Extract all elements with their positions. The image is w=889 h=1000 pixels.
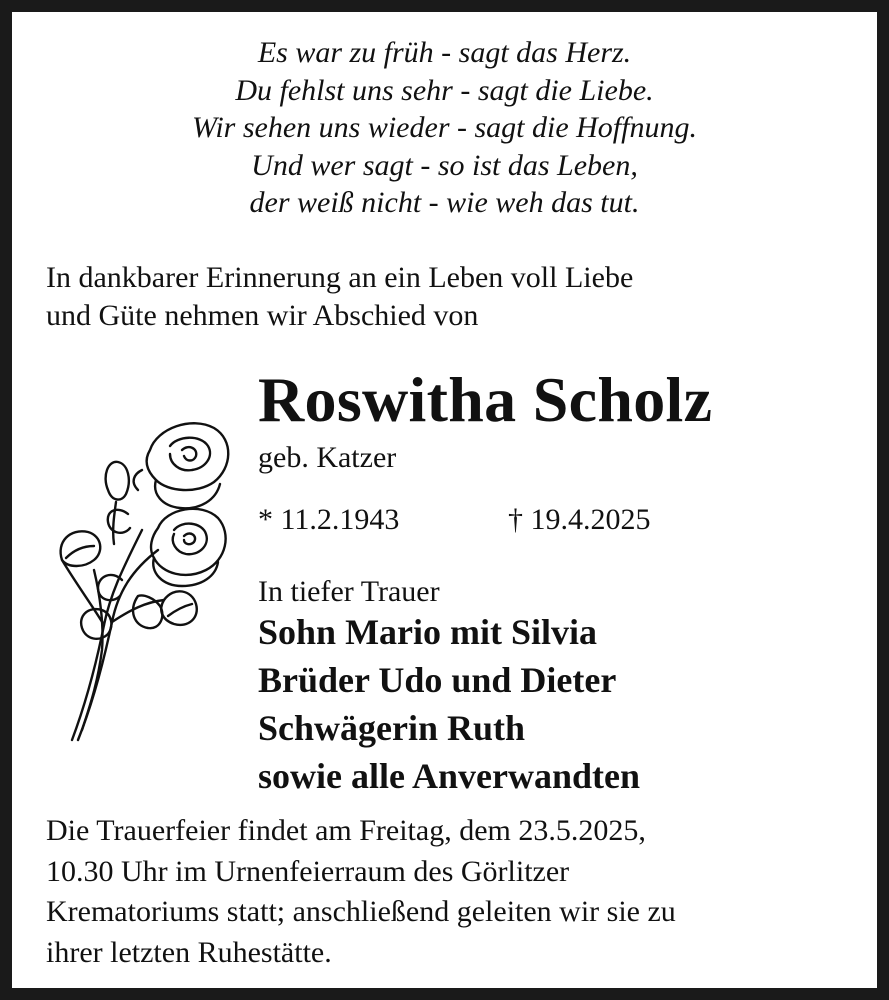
poem: [12, 34, 877, 222]
service-line: 10.30 Uhr im Urnenfeierraum des Görlitzer: [46, 854, 570, 888]
death-date: † 19.4.2025: [508, 503, 651, 536]
poem-line: Wir sehen uns wieder - sagt die Hoffnung.: [192, 111, 697, 144]
poem-line: Und wer sagt - so ist das Leben,: [251, 148, 638, 182]
obituary-notice: [12, 12, 877, 988]
mourning-intro: In tiefer Trauer: [258, 575, 440, 608]
intro-line: In dankbarer Erinnerung an ein Leben voll Liebe: [46, 261, 634, 294]
mourners-list: [258, 608, 640, 800]
birth-date: * 11.2.1943: [258, 503, 400, 536]
rose-illustration-icon: [42, 410, 232, 750]
mourner-line: Schwägerin Ruth: [258, 708, 526, 748]
poem-line: der weiß nicht - wie weh das tut.: [249, 186, 640, 219]
service-line: ihrer letzten Ruhestätte.: [46, 935, 332, 969]
mourner-line: Sohn Mario mit Silvia: [258, 612, 598, 652]
deceased-name: Roswitha Scholz: [258, 364, 713, 435]
intro-text: [46, 259, 633, 335]
maiden-name: geb. Katzer: [258, 441, 397, 474]
mourner-line: sowie alle Anverwandten: [258, 756, 640, 796]
poem-line: Du fehlst uns sehr - sagt die Liebe.: [235, 73, 654, 107]
intro-line: und Güte nehmen wir Abschied von: [46, 299, 479, 332]
service-details: [46, 811, 676, 973]
poem-line: Es war zu früh - sagt das Herz.: [257, 36, 632, 69]
service-line: Die Trauerfeier findet am Freitag, dem 23.5.2025,: [46, 814, 646, 847]
service-line: Krematoriums statt; anschließend geleiten wir sie zu: [46, 895, 676, 928]
mourner-line: Brüder Udo und Dieter: [258, 660, 617, 700]
